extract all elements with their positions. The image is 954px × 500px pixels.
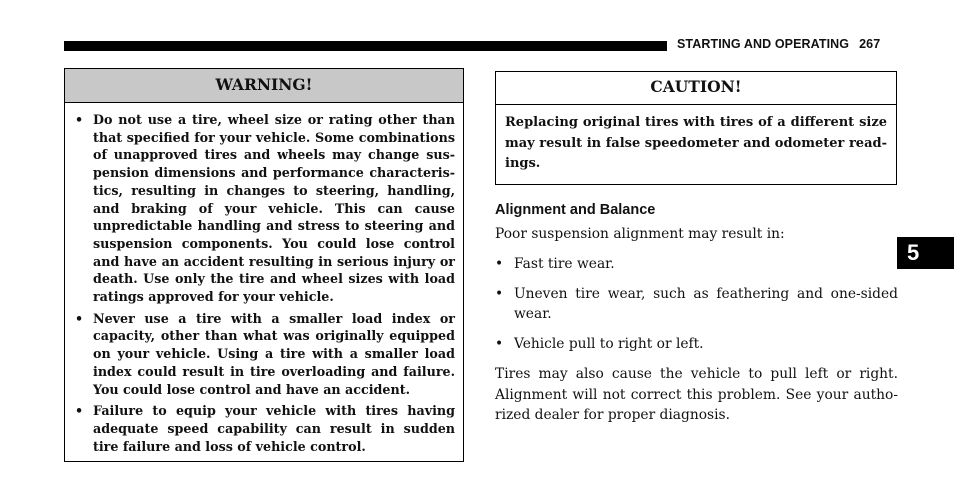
bullet-icon: • (75, 310, 84, 326)
list-item-text: Fast tire wear. (514, 256, 615, 272)
list-item (495, 284, 898, 324)
bullet-icon: • (495, 286, 504, 302)
closing-paragraph: Tires may also cause the vehicle to pull left or right. Alignment will not correct this problem. See your authorized dealer for proper diagnosis. (495, 366, 898, 423)
warning-item (75, 310, 455, 399)
list-item (495, 334, 898, 354)
warning-item (75, 111, 455, 306)
warning-box (64, 68, 464, 462)
caution-box (495, 71, 897, 185)
bullet-icon: • (495, 336, 504, 352)
warning-title: WARNING! (65, 69, 463, 103)
list-item-text: Uneven tire wear, such as feathering and one-sided wear. (514, 286, 898, 322)
chapter-tab: 5 (897, 237, 954, 269)
warning-item-text: Never use a tire with a smaller load index or capacity, other than what was originally equipped on your vehicle. Using a tire with a smaller load index could result in tire overloading and failure. You could lose control and have an accident. (93, 310, 455, 397)
page-number: 267 (859, 37, 881, 51)
warning-item (75, 402, 455, 455)
warning-item-text: Failure to equip your vehicle with tires having adequate speed capability can result in sudden tire failure and loss of vehicle control. (93, 403, 455, 454)
section-title: STARTING AND OPERATING (677, 37, 850, 51)
header-rule (64, 41, 667, 51)
alignment-list (495, 254, 898, 364)
bullet-icon: • (75, 112, 84, 127)
bullet-icon: • (495, 256, 504, 272)
list-item-text: Vehicle pull to right or left. (514, 336, 704, 352)
intro-paragraph: Poor suspension alignment may result in: (495, 226, 785, 242)
bullet-icon: • (75, 403, 84, 419)
warning-list (65, 103, 463, 455)
caution-title: CAUTION! (496, 72, 896, 105)
running-header (677, 37, 880, 51)
warning-item-text: Do not use a tire, wheel size or rating other than that specified for your vehicle. Some combinations of unapproved tires and wheels may change suspension dimensions and performance characteristics, resulting in changes to steering, handling, and braking of your vehicle. This can cause unpredictable handling and stress to steering and suspension components. You could lose control and have an accident resulting in serious injury or death. Use only the tire and wheel sizes with load ratings approved for your vehicle. (93, 112, 455, 305)
caution-text: Replacing original tires with tires of a different size may result in false speedometer and odometer readings. (505, 115, 887, 171)
section-heading: Alignment and Balance (495, 202, 656, 218)
list-item (495, 254, 898, 274)
